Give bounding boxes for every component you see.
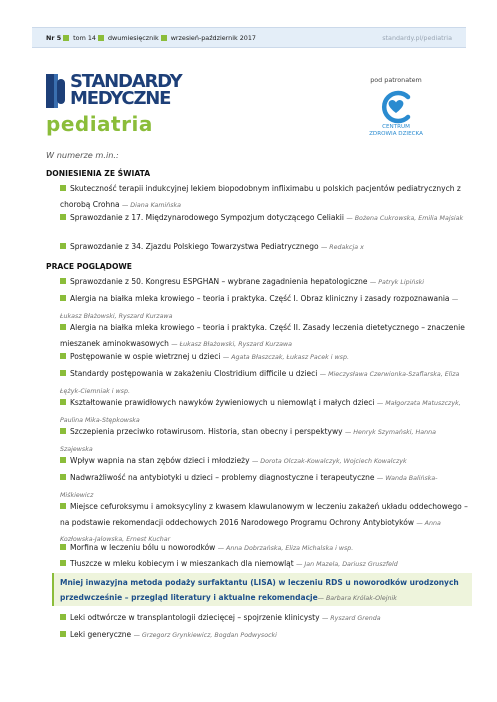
toc-item[interactable]: Sprawozdanie z 34. Zjazdu Polskiego Towarzystwa Pediatrycznego — Redakcja x bbox=[60, 239, 470, 256]
toc-item-authors: Barbara Królak-Olejnik bbox=[325, 595, 397, 602]
toc-item-authors: Łukasz Błażowski, Ryszard Kurzawa bbox=[179, 340, 293, 348]
toc-item-title: Skuteczność terapii indukcyjnej lekiem biopodobnym infliximabu u polskich pacjentów pediatrycznych z chorobą Crohna bbox=[60, 184, 461, 209]
toc-item-authors: Łukasz Błażowski, Ryszard Kurzawa bbox=[60, 312, 173, 320]
bullet-square-icon bbox=[60, 503, 66, 509]
bullet-square-icon bbox=[60, 428, 66, 434]
toc-item-title: Tłuszcze w mleku kobiecym i w mieszankach dla niemowląt bbox=[70, 559, 294, 568]
toc-item[interactable]: Morfina w leczeniu bólu u noworodków — Anna Dobrzańska, Eliza Michalska i wsp. bbox=[60, 540, 470, 557]
toc-item-authors: Wanda Balińska-Miśkiewicz bbox=[60, 475, 438, 499]
bullet-square-icon bbox=[60, 353, 66, 359]
volume: tom 14 bbox=[73, 33, 96, 42]
toc-item[interactable]: Wpływ wapnia na stan zębów dzieci i młodzieży — Dorota Olczak-Kowalczyk, Wojciech Kowalczyk bbox=[60, 453, 470, 470]
toc-item[interactable]: Szczepienia przeciwko rotawirusom. Historia, stan obecny i perspektywy — Henryk Szymański, Hanna Szajewska bbox=[60, 427, 436, 453]
bullet-square-icon bbox=[60, 560, 66, 566]
toc-item-title: Kształtowanie prawidłowych nawyków żywieniowych u niemowląt i małych dzieci bbox=[70, 398, 375, 407]
toc-item-title: Szczepienia przeciwko rotawirusom. Historia, stan obecny i perspektywy bbox=[70, 427, 343, 436]
logo-mark-icon bbox=[46, 74, 66, 108]
toc-item-authors: Henryk Szymański, Hanna Szajewska bbox=[60, 429, 436, 453]
toc-item-authors: Małgorzata Matuszczyk, Paulina Mika-Stępkowska bbox=[60, 400, 461, 424]
bullet-square-icon bbox=[60, 295, 66, 301]
bullet-square-icon bbox=[60, 457, 66, 463]
contents-heading: W numerze m.in.: bbox=[46, 150, 119, 160]
toc-item[interactable]: Nadwrażliwość na antybiotyki u dzieci – problemy diagnostyczne i terapeutyczne — Wanda Balińska-Miśkiewicz bbox=[60, 473, 438, 499]
bullet-square-icon bbox=[60, 214, 66, 220]
issue-number: Nr 5 bbox=[46, 33, 62, 42]
toc-item-title: Alergia na białka mleka krowiego – teoria i praktyka. Część II. Zasady leczenia dietetycznego – znaczenie mieszanek aminokwasowych bbox=[60, 323, 465, 348]
bullet-square-icon bbox=[60, 370, 66, 376]
toc-item-authors: Bożena Cukrowska, Emilia Majsiak bbox=[354, 215, 464, 222]
section-title: PRACE POGLĄDOWE bbox=[46, 262, 132, 271]
toc-item-authors: Mieczysława Czerwionka-Szaflarska, Eliza Łężyk-Ciemniak i wsp. bbox=[60, 371, 460, 395]
toc-item-title: Sprawozdanie z 17. Międzynarodowego Sympozjum dotyczącego Celiakii bbox=[70, 213, 344, 222]
toc-item[interactable]: Tłuszcze w mleku kobiecym i w mieszankach dla niemowląt — Jan Mazela, Dariusz Gruszfeld bbox=[60, 556, 470, 573]
toc-item-authors: Redakcja x bbox=[329, 244, 364, 251]
section-title: DONIESIENIA ZE ŚWIATA bbox=[46, 169, 151, 178]
toc-item-title: Standardy postępowania w zakażeniu Clostridium difficile u dzieci bbox=[70, 369, 318, 378]
toc-item-authors: Diana Kamińska bbox=[130, 201, 181, 209]
journal-subtitle: pediatria bbox=[46, 112, 153, 136]
toc-item[interactable]: Alergia na białka mleka krowiego – teoria i praktyka. Część II. Zasady leczenia dietetycznego – znaczenie mieszanek aminokwasowych — Łukasz Błażowski, Ryszard Kurzawa bbox=[60, 323, 465, 348]
bullet-square-icon bbox=[60, 399, 66, 405]
toc-item-title: Mniej inwazyjna metoda podaży surfaktantu (LISA) w leczeniu RDS u noworodków urodzonych przedwcześnie – przegląd literatury i aktualne rekomendacje bbox=[60, 578, 459, 602]
green-square-icon bbox=[63, 35, 69, 41]
bullet-square-icon bbox=[60, 185, 66, 191]
bullet-square-icon bbox=[60, 474, 66, 480]
patronage-org-line-2: ZDROWIA DZIECKA bbox=[369, 131, 423, 137]
bullet-square-icon bbox=[60, 631, 66, 637]
bullet-square-icon bbox=[60, 278, 66, 284]
toc-item-authors: Patryk Lipiński bbox=[378, 279, 424, 286]
toc-item-authors: Agata Błaszczak, Łukasz Pacek i wsp. bbox=[231, 354, 349, 361]
toc-item[interactable]: Kształtowanie prawidłowych nawyków żywieniowych u niemowląt i małych dzieci — Małgorzata Matuszczyk, Paulina Mika-Stępkowska bbox=[60, 398, 461, 424]
green-square-icon bbox=[161, 35, 167, 41]
toc-item-authors: Dorota Olczak-Kowalczyk, Wojciech Kowalczyk bbox=[260, 458, 407, 465]
patronage-org-line-1: CENTRUM bbox=[382, 124, 410, 130]
toc-item-title: Morfina w leczeniu bólu u noworodków bbox=[70, 543, 216, 552]
bullet-square-icon bbox=[60, 243, 66, 249]
toc-item-highlighted[interactable]: Mniej inwazyjna metoda podaży surfaktantu (LISA) w leczeniu RDS u noworodków urodzonych przedwcześnie – przegląd literatury i aktualne rekomendacje— Barbara Królak-Olejnik bbox=[60, 578, 459, 602]
patronage-label: pod patronatem bbox=[370, 76, 422, 84]
toc-item[interactable]: Standardy postępowania w zakażeniu Clostridium difficile u dzieci — Mieczysława Czerwionka-Szaflarska, Eliza Łężyk-Ciemniak i wsp. bbox=[60, 369, 460, 395]
toc-item-authors: Ryszard Grenda bbox=[330, 615, 381, 622]
toc-item-title: Leki generyczne bbox=[70, 630, 132, 639]
toc-item-title: Alergia na białka mleka krowiego – teoria i praktyka. Część I. Obraz kliniczny i zasady rozpoznawania bbox=[70, 294, 450, 303]
toc-item-title: Sprawozdanie z 34. Zjazdu Polskiego Towarzystwa Pediatrycznego bbox=[70, 242, 319, 251]
toc-item-title: Leki odtwórcze w transplantologii dziecięcej – spojrzenie klinicysty bbox=[70, 613, 320, 622]
toc-item[interactable]: Postępowanie w ospie wietrznej u dzieci — Agata Błaszczak, Łukasz Pacek i wsp. bbox=[60, 349, 470, 366]
journal-url[interactable]: standardy.pl/pediatria bbox=[382, 33, 452, 42]
toc-item[interactable]: Leki odtwórcze w transplantologii dziecięcej – spojrzenie klinicysty — Ryszard Grenda bbox=[60, 610, 470, 627]
toc-item-title: Sprawozdanie z 50. Kongresu ESPGHAN – wybrane zagadnienia hepatologiczne bbox=[70, 277, 368, 286]
toc-item-title: Nadwrażliwość na antybiotyki u dzieci – problemy diagnostyczne i terapeutyczne bbox=[70, 473, 375, 482]
toc-item-authors: Grzegorz Grynkiewicz, Bogdan Podwysocki bbox=[141, 632, 277, 639]
patronage-block bbox=[352, 76, 440, 138]
logo-line-2: MEDYCZNE bbox=[70, 88, 171, 109]
toc-item[interactable]: Sprawozdanie z 17. Międzynarodowego Sympozjum dotyczącego Celiakii — Bożena Cukrowska, Emilia Majsiak bbox=[60, 210, 470, 227]
toc-item-authors: Jan Mazela, Dariusz Gruszfeld bbox=[304, 561, 398, 568]
toc-item-title: Wpływ wapnia na stan zębów dzieci i młodzieży bbox=[70, 456, 250, 465]
toc-item[interactable]: Skuteczność terapii indukcyjnej lekiem biopodobnym infliximabu u polskich pacjentów pediatrycznych z chorobą Crohna — Diana Kamińska bbox=[60, 184, 461, 209]
bullet-square-icon bbox=[60, 544, 66, 550]
toc-item[interactable]: Miejsce cefuroksymu i amoksycyliny z kwasem klawulanowym w leczeniu zakażeń układu oddechowego – na podstawie rekomendacji oddechowych 2016 Narodowego Programu Ochrony Antybiotyków — Anna Kozłowska-Jalowska, Ernest Kuchar bbox=[60, 502, 468, 544]
logo-line-1: STANDARDY bbox=[70, 71, 182, 92]
toc-item[interactable]: Leki generyczne — Grzegorz Grynkiewicz, Bogdan Podwysocki bbox=[60, 627, 470, 644]
toc-item-title: Miejsce cefuroksymu i amoksycyliny z kwasem klawulanowym w leczeniu zakażeń układu oddechowego – na podstawie rekomendacji oddechowych 2016 Narodowego Programu Ochrony Antybiotyków bbox=[60, 502, 468, 527]
frequency: dwumiesięcznik bbox=[107, 33, 159, 42]
bullet-square-icon bbox=[60, 614, 66, 620]
bullet-square-icon bbox=[60, 324, 66, 330]
period: wrzesień-październik 2017 bbox=[170, 33, 257, 42]
toc-item-authors: Anna Kozłowska-Jalowska, Ernest Kuchar bbox=[60, 519, 441, 544]
journal-logo bbox=[46, 73, 181, 108]
green-square-icon bbox=[98, 35, 104, 41]
toc-item-title: Postępowanie w ospie wietrznej u dzieci bbox=[70, 352, 221, 361]
toc-item-authors: Anna Dobrzańska, Eliza Michalska i wsp. bbox=[226, 545, 354, 552]
toc-item[interactable]: Alergia na białka mleka krowiego – teoria i praktyka. Część I. Obraz kliniczny i zasady rozpoznawania — Łukasz Błażowski, Ryszard Kurzawa bbox=[60, 294, 459, 320]
toc-item[interactable]: Sprawozdanie z 50. Kongresu ESPGHAN – wybrane zagadnienia hepatologiczne — Patryk Lipiński bbox=[60, 274, 470, 291]
issue-info-bar bbox=[32, 27, 466, 48]
heart-c-icon bbox=[377, 90, 415, 124]
